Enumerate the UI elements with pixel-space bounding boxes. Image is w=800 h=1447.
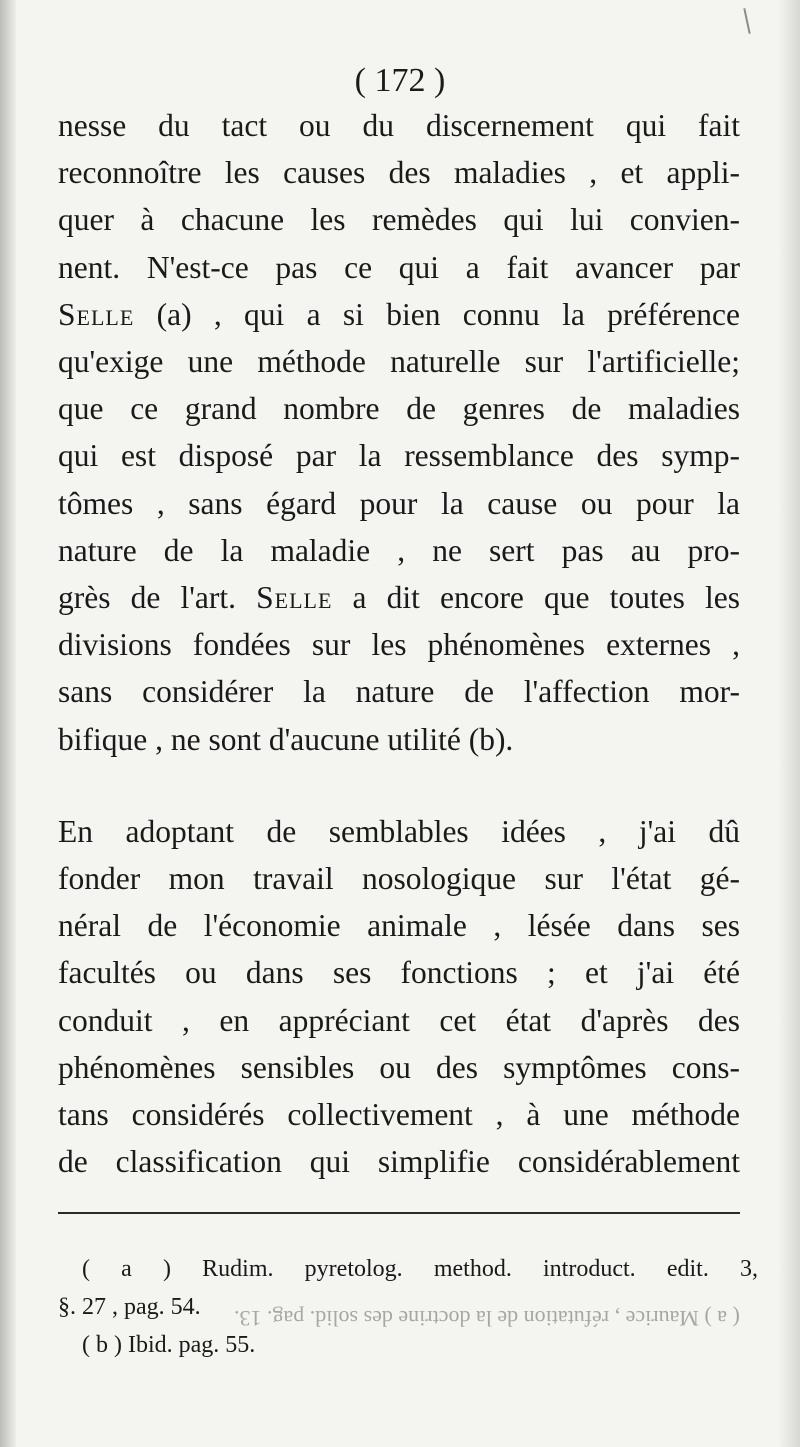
show-through-text: ( a ) Maurice , réfutation de la doctrine des solid. pag. 13. — [234, 1306, 740, 1331]
text-line: facultés ou dans ses fonctions ; et j'ai été — [58, 955, 740, 991]
pencil-mark — [743, 8, 750, 34]
text-line: grès de l'art. Selle a dit encore que toutes les — [58, 580, 740, 616]
footnote-a: ( a ) Rudim. pyretolog. method. introduct. edit. 3, — [82, 1256, 758, 1282]
text-line: qui est disposé par la ressemblance des symp- — [58, 438, 740, 474]
page-number: ( 172 ) — [354, 62, 446, 99]
text-line: conduit , en appréciant cet état d'après des — [58, 1002, 740, 1038]
text-line: reconnoître les causes des maladies , et appli- — [58, 155, 740, 191]
paragraph-2 — [58, 808, 740, 1186]
text-line: Selle (a) , qui a si bien connu la préférence — [58, 296, 740, 332]
text-line: phénomènes sensibles ou des symptômes cons- — [58, 1049, 740, 1085]
author-name: Selle — [256, 580, 333, 616]
text-line: nent. N'est-ce pas ce qui a fait avancer par — [58, 249, 740, 285]
text-line: tômes , sans égard pour la cause ou pour la — [58, 485, 740, 521]
footnote-a-continued: §. 27 , pag. 54. — [58, 1294, 201, 1320]
page-gutter-shadow — [0, 0, 16, 1447]
text-line: nesse du tact ou du discernement qui fait — [58, 108, 740, 143]
text-line: néral de l'économie animale , lésée dans ses — [58, 908, 740, 944]
body-text — [58, 102, 740, 1185]
text-line: quer à chacune les remèdes qui lui convien- — [58, 202, 740, 238]
page-edge-shadow — [778, 0, 800, 1447]
text-line: que ce grand nombre de genres de maladies — [58, 391, 740, 427]
text-line: tans considérés collectivement , à une méthode — [58, 1097, 740, 1133]
text-line: qu'exige une méthode naturelle sur l'artificielle; — [58, 344, 740, 380]
text-line: bifique , ne sont d'aucune utilité (b). — [58, 721, 514, 757]
author-name: Selle — [58, 296, 135, 332]
text-line: divisions fondées sur les phénomènes externes , — [58, 627, 740, 663]
text-line: de classification qui simplifie considérablement — [58, 1144, 740, 1180]
text-line: fonder mon travail nosologique sur l'état gé- — [58, 861, 740, 897]
footnote-b: ( b ) Ibid. pag. 55. — [82, 1332, 256, 1358]
paragraph-spacer — [58, 763, 740, 808]
text-line: En adoptant de semblables idées , j'ai dû — [58, 813, 740, 849]
text-line: nature de la maladie , ne sert pas au pro- — [58, 532, 740, 568]
text-line: sans considérer la nature de l'affection mor- — [58, 674, 740, 710]
paragraph-1 — [58, 102, 740, 763]
footnote-rule — [58, 1212, 740, 1214]
